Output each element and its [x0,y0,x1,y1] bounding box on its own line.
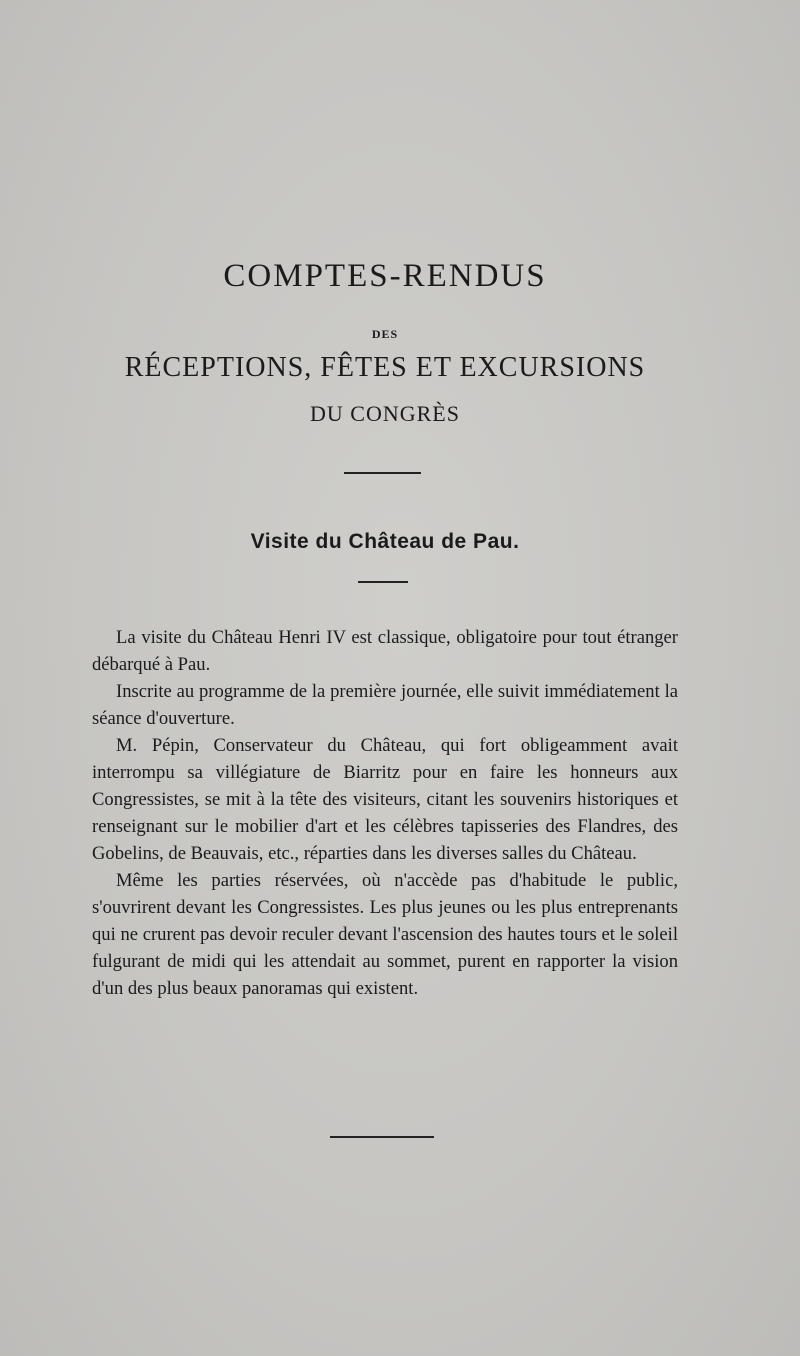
divider-top [344,472,421,474]
paragraph-4: Même les parties réservées, où n'accède pas d'habitude le public, s'ouvrirent devant les Congressistes. Les plus jeunes ou les plus entreprenants qui ne crurent pas devoir reculer devant l'ascension des hautes tours et le soleil fulgurant de midi qui les attendait au sommet, purent en rapporter la vision d'un des plus beaux panoramas qui existent. [92,870,678,999]
paragraph-1: La visite du Château Henri IV est classique, obligatoire pour tout étranger débarqué à Pau. [92,627,678,675]
title-connector: DES [371,327,399,341]
body-text [92,624,678,1002]
divider-bottom [330,1136,434,1138]
page-subtitle-line-2: DU CONGRÈS [310,401,460,426]
page-title: COMPTES-RENDUS [223,258,547,294]
page-subtitle: RÉCEPTIONS, FÊTES ET EXCURSIONS [124,352,646,383]
paragraph-2: Inscrite au programme de la première journée, elle suivit immédiatement la séance d'ouverture. [92,681,678,729]
divider-section [358,581,408,583]
section-heading: Visite du Château de Pau. [250,530,520,553]
paragraph-3: M. Pépin, Conservateur du Château, qui fort obligeamment avait interrompu sa villégiature de Biarritz pour en faire les honneurs aux Congressistes, se mit à la tête des visiteurs, citant les souvenirs historiques et renseignant sur le mobilier d'art et les célèbres tapisseries des Flandres, des Gobelins, de Beauvais, etc., réparties dans les diverses salles du Château. [92,735,678,864]
